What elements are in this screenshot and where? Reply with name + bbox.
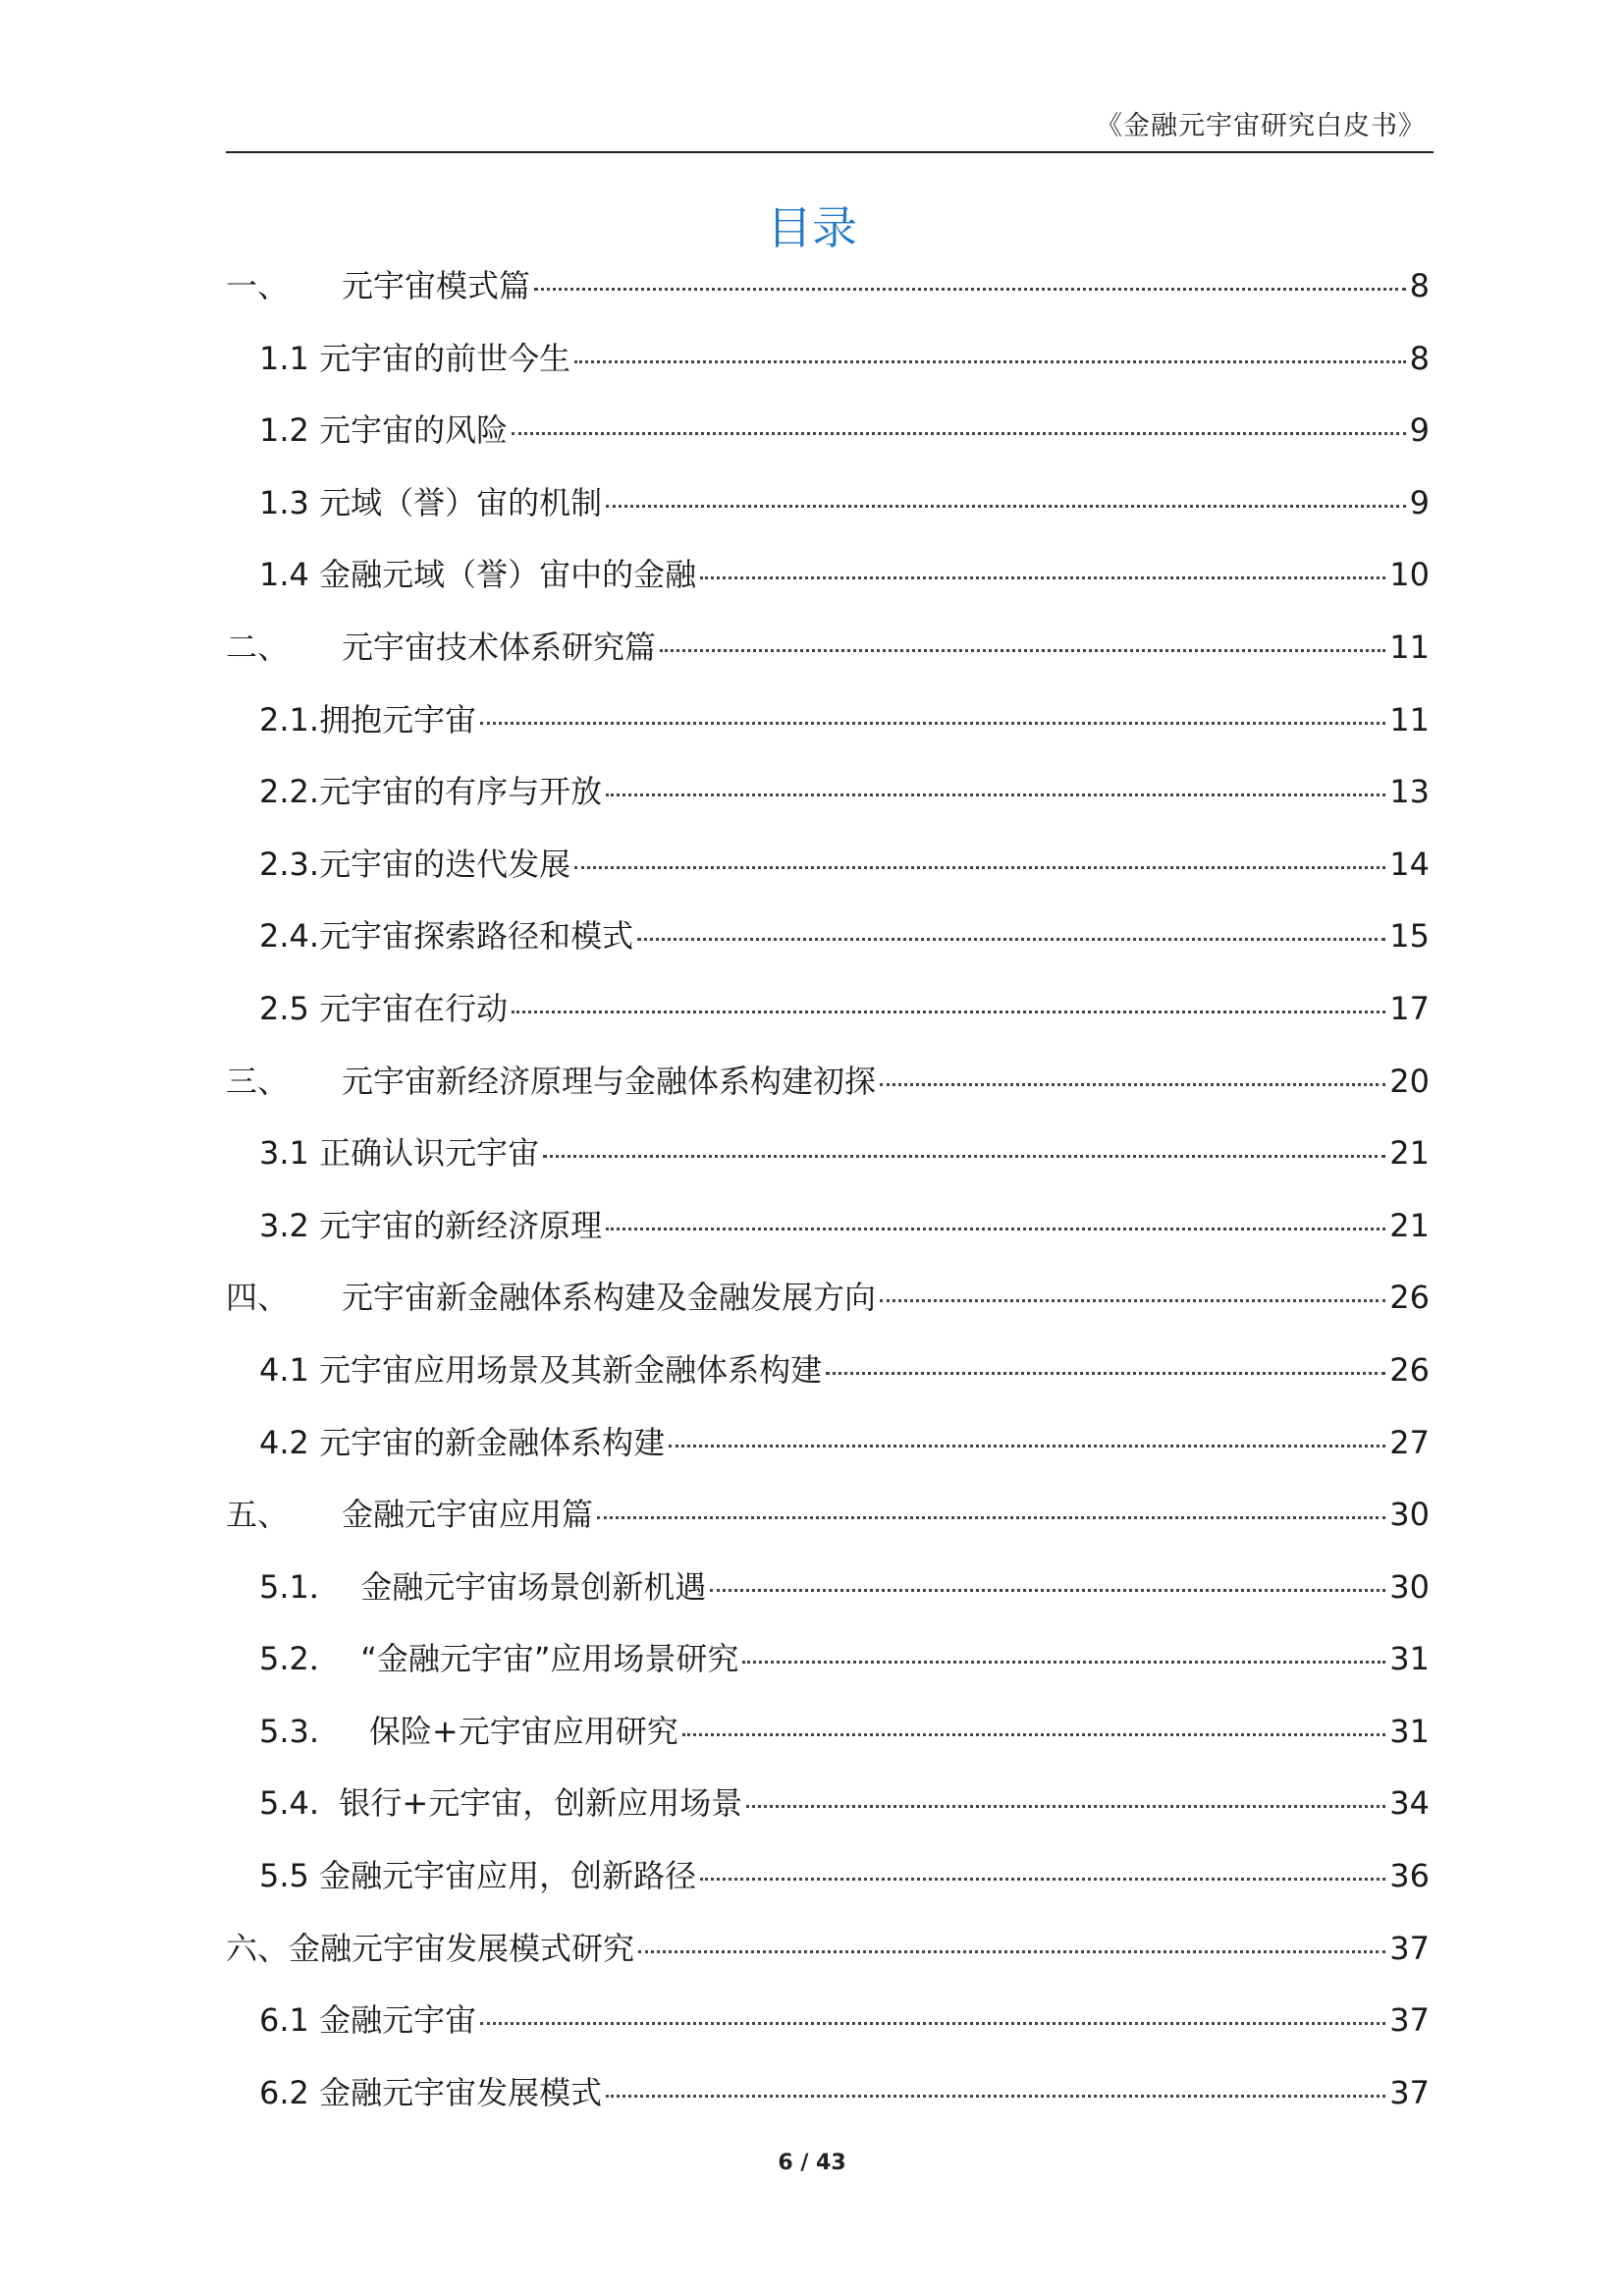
toc-entry-number: 3.2 — [259, 1206, 320, 1244]
toc-dot-leader — [880, 1299, 1385, 1302]
toc-entry[interactable] — [226, 1492, 1430, 1564]
toc-entry-page: 37 — [1389, 2073, 1430, 2111]
toc-dot-leader — [606, 793, 1385, 796]
toc-dot-leader — [710, 1589, 1385, 1592]
toc-dot-leader — [606, 1228, 1385, 1230]
toc-entry-number: 1.1 — [259, 339, 320, 377]
toc-dot-leader — [574, 866, 1385, 869]
toc-entry[interactable] — [226, 913, 1430, 986]
toc-entry-title: 金融元宇宙场景创新机遇 — [360, 1567, 707, 1606]
toc-entry-page: 9 — [1409, 483, 1430, 521]
toc-entry[interactable] — [226, 1853, 1430, 1926]
toc-dot-leader — [660, 649, 1385, 652]
toc-entry[interactable] — [226, 2070, 1430, 2143]
toc-entry-number: 一、 — [226, 267, 290, 304]
toc-entry[interactable] — [226, 1420, 1430, 1493]
toc-entry[interactable] — [226, 769, 1430, 842]
toc-entry-title: “金融元宇宙”应用场景研究 — [360, 1640, 739, 1678]
toc-dot-leader — [543, 1155, 1385, 1158]
toc-entry-page: 17 — [1389, 989, 1430, 1027]
toc-entry[interactable] — [226, 263, 1430, 336]
toc-dot-leader — [880, 1083, 1385, 1086]
toc-entry-title: 元宇宙的迭代发展 — [319, 845, 571, 883]
toc-dot-leader — [638, 1950, 1385, 1953]
toc-entry-page: 8 — [1409, 267, 1430, 304]
toc-entry-number: 1.2 — [259, 411, 320, 450]
toc-entry-number: 5.2． — [259, 1640, 361, 1678]
toc-entry-title: 元宇宙的新金融体系构建 — [319, 1423, 666, 1461]
toc-entry-page: 21 — [1389, 1206, 1430, 1244]
toc-entry[interactable] — [226, 1709, 1430, 1781]
toc-entry-number: 6.1 — [259, 2001, 320, 2040]
toc-heading: 目录 — [767, 201, 857, 254]
toc-entry-page: 36 — [1389, 1857, 1430, 1895]
toc-entry-number: 2.3. — [259, 845, 320, 883]
toc-entry-page: 30 — [1389, 1567, 1430, 1606]
toc-entry[interactable] — [226, 1926, 1430, 1998]
toc-dot-leader — [637, 938, 1385, 941]
toc-dot-leader — [512, 1011, 1385, 1013]
toc-entry-title: 保险+元宇宙应用研究 — [368, 1712, 678, 1750]
toc-entry-title: 元宇宙的前世今生 — [319, 339, 571, 377]
toc-entry-title: 金融元宇宙应用，创新路径 — [319, 1857, 697, 1895]
toc-entry-page: 37 — [1389, 2001, 1430, 2040]
toc-dot-leader — [826, 1372, 1385, 1375]
toc-entry-page: 9 — [1409, 411, 1430, 450]
toc-entry-title: 元宇宙在行动 — [319, 989, 509, 1027]
toc-dot-leader — [742, 1661, 1385, 1664]
toc-entry-page: 27 — [1389, 1423, 1430, 1461]
toc-entry-page: 26 — [1389, 1350, 1430, 1389]
toc-entry-page: 21 — [1389, 1134, 1430, 1173]
toc-entry-number: 5.5 — [259, 1857, 320, 1895]
toc-entry-title: 金融元宇宙应用篇 — [342, 1496, 594, 1534]
toc-entry-page: 31 — [1389, 1712, 1430, 1750]
toc-entry[interactable] — [226, 1347, 1430, 1420]
toc-entry-title: 元宇宙应用场景及其新金融体系构建 — [319, 1350, 823, 1389]
toc-dot-leader — [512, 432, 1406, 435]
toc-entry-number: 2.5 — [259, 989, 320, 1027]
toc-entry-page: 11 — [1389, 628, 1430, 666]
toc-entry-title: 元宇宙技术体系研究篇 — [342, 628, 657, 666]
toc-entry-number: 二、 — [226, 628, 290, 666]
toc-dot-leader — [606, 2095, 1385, 2098]
toc-dot-leader — [700, 576, 1385, 579]
toc-dot-leader — [700, 1878, 1385, 1881]
toc-entry-page: 31 — [1389, 1640, 1430, 1678]
toc-entry-title: 拥抱元宇宙 — [319, 700, 477, 738]
toc-entry[interactable] — [226, 986, 1430, 1059]
toc-entry-number: 4.1 — [259, 1350, 320, 1389]
toc-entry-page: 8 — [1409, 339, 1430, 377]
toc-entry-number: 3.1 — [259, 1134, 320, 1173]
toc-entry[interactable] — [226, 1780, 1430, 1853]
toc-entry-page: 14 — [1389, 845, 1430, 883]
toc-entry[interactable] — [226, 408, 1430, 480]
toc-dot-leader — [746, 1805, 1385, 1808]
toc-entry[interactable] — [226, 1059, 1430, 1131]
toc-entry-title: 金融元宇宙发展模式研究 — [289, 1929, 635, 1967]
toc-entry-title: 元宇宙的新经济原理 — [319, 1206, 603, 1244]
toc-entry-number: 1.4 — [259, 556, 320, 594]
toc-entry[interactable] — [226, 1636, 1430, 1709]
toc-entry-title: 元宇宙新金融体系构建及金融发展方向 — [342, 1279, 877, 1317]
toc-entry-page: 26 — [1389, 1279, 1430, 1317]
page-number: 6 / 43 — [778, 2151, 846, 2175]
toc-entry-page: 34 — [1389, 1784, 1430, 1823]
toc-entry-title: 元宇宙模式篇 — [342, 267, 531, 304]
toc-entry[interactable] — [226, 336, 1430, 409]
toc-dot-leader — [574, 360, 1406, 363]
toc-dot-leader — [669, 1445, 1385, 1448]
toc-dot-leader — [480, 722, 1385, 725]
toc-entry-title: 正确认识元宇宙 — [319, 1134, 540, 1173]
toc-entry-number: 2.2. — [259, 773, 320, 811]
toc-entry-title: 元宇宙探索路径和模式 — [319, 917, 634, 956]
toc-dot-leader — [606, 505, 1406, 508]
toc-entry[interactable] — [226, 552, 1430, 625]
toc-entry-title: 金融元宇宙发展模式 — [319, 2073, 603, 2111]
toc-entry[interactable] — [226, 1564, 1430, 1637]
page-header — [226, 96, 1434, 153]
table-of-contents — [226, 263, 1430, 2142]
toc-dot-leader — [682, 1733, 1386, 1736]
toc-entry-number: 5.1． — [259, 1567, 361, 1606]
toc-entry-page: 10 — [1389, 556, 1430, 594]
toc-entry[interactable] — [226, 625, 1430, 697]
toc-entry[interactable] — [226, 842, 1430, 914]
toc-entry[interactable] — [226, 1275, 1430, 1347]
toc-entry-number: 5.4. — [259, 1784, 340, 1823]
toc-entry-page: 15 — [1389, 917, 1430, 956]
toc-entry-number: 4.2 — [259, 1423, 320, 1461]
toc-entry[interactable] — [226, 480, 1430, 553]
toc-dot-leader — [480, 2022, 1385, 2025]
toc-entry[interactable] — [226, 1130, 1430, 1203]
toc-entry-page: 37 — [1389, 1929, 1430, 1967]
toc-entry-page: 13 — [1389, 773, 1430, 811]
toc-entry-title: 银行+元宇宙，创新应用场景 — [339, 1784, 743, 1823]
toc-entry-title: 元宇宙的风险 — [319, 411, 509, 450]
toc-entry-number: 五、 — [226, 1496, 290, 1534]
toc-entry-number: 四、 — [226, 1279, 290, 1317]
toc-entry[interactable] — [226, 697, 1430, 770]
toc-entry[interactable] — [226, 1997, 1430, 2070]
toc-entry-page: 30 — [1389, 1496, 1430, 1534]
toc-entry-page: 11 — [1389, 700, 1430, 738]
toc-entry-title: 元域（誉）宙的机制 — [319, 483, 603, 521]
toc-entry-number: 三、 — [226, 1062, 290, 1100]
document-title: 《金融元宇宙研究白皮书》 — [1096, 111, 1426, 141]
toc-dot-leader — [534, 288, 1406, 291]
toc-entry-title: 金融元域（誉）宙中的金融 — [319, 556, 697, 594]
toc-entry[interactable] — [226, 1203, 1430, 1276]
toc-entry-number: 5.3. — [259, 1712, 369, 1750]
toc-entry-number: 2.4. — [259, 917, 320, 956]
toc-entry-number: 6.2 — [259, 2073, 320, 2111]
toc-entry-title: 金融元宇宙 — [319, 2001, 477, 2040]
toc-entry-number: 1.3 — [259, 483, 320, 521]
toc-entry-number: 2.1. — [259, 700, 320, 738]
toc-dot-leader — [597, 1516, 1385, 1519]
toc-entry-page: 20 — [1389, 1062, 1430, 1100]
toc-entry-title: 元宇宙新经济原理与金融体系构建初探 — [342, 1062, 877, 1100]
toc-entry-title: 元宇宙的有序与开放 — [319, 773, 603, 811]
toc-entry-number: 六、 — [226, 1929, 290, 1967]
